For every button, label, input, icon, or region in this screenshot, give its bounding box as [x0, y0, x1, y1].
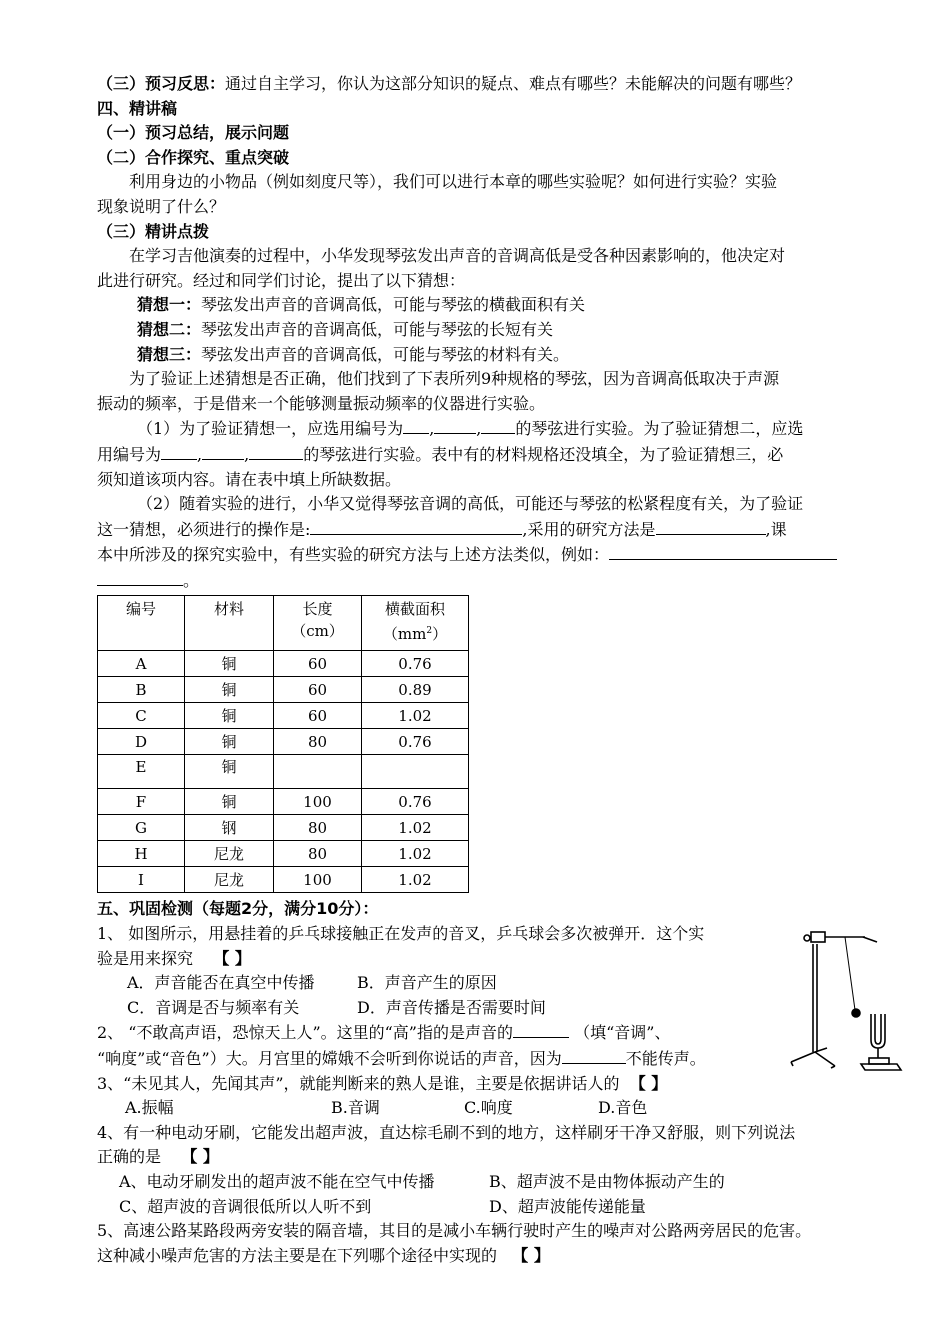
text: （1）为了验证猜想一，应选用编号为 [137, 419, 404, 439]
option-d[interactable]: D、超声波能传递能量 [489, 1196, 646, 1216]
section-5-title: 五、巩固检测（每题2分，满分10分）： [97, 899, 379, 919]
cell: 60 [274, 677, 362, 703]
text: 这种减小噪声危害的方法主要是在下列哪个途径中实现的 [97, 1245, 498, 1265]
cell: 100 [274, 867, 362, 893]
table-row [98, 677, 469, 703]
cell: C [98, 703, 185, 729]
option-a[interactable]: A．声音能否在真空中传播 [127, 973, 315, 993]
paragraph-3b: 振动的频率，于是借来一个能够测量振动频率的仪器进行实验。 [97, 393, 546, 413]
option-a[interactable]: A.振幅 [125, 1098, 174, 1118]
cell: 1.02 [362, 841, 469, 867]
cell[interactable] [274, 755, 362, 789]
table-row [98, 651, 469, 677]
question-2-line-3 [97, 542, 857, 568]
guess-label: 猜想三： [137, 344, 202, 364]
subsection-1: （一）预习总结，展示问题 [97, 123, 290, 143]
blank[interactable] [434, 416, 476, 434]
option-c[interactable]: C．音调是否与频率有关 [127, 997, 300, 1017]
unit-superscript: 2 [426, 626, 433, 637]
header-cell [98, 596, 185, 651]
cell: 100 [274, 789, 362, 815]
option-c[interactable]: C.响度 [464, 1098, 513, 1118]
guess-1 [97, 293, 857, 318]
cell: A [98, 651, 185, 677]
comma: , [429, 419, 435, 439]
stand [791, 932, 877, 1068]
cell: 尼龙 [185, 841, 274, 867]
cell: 1.02 [362, 815, 469, 841]
cell: 铜 [185, 677, 274, 703]
cell: 1.02 [362, 703, 469, 729]
cell: H [98, 841, 185, 867]
answer-bracket[interactable]: 【 】 [213, 948, 251, 968]
worksheet [97, 72, 857, 1268]
cell: 80 [274, 729, 362, 755]
blank[interactable] [310, 517, 522, 535]
paragraph-1a: 利用身边的小物品（例如刻度尺等），我们可以进行本章的哪些实验呢？如何进行实验？实验 [129, 172, 778, 192]
question-2-line-1: （2）随着实验的进行，小华又觉得琴弦音调的高低，可能还与琴弦的松紧程度有关，为了验证 [137, 494, 804, 514]
text: 验是用来探究 [97, 948, 194, 968]
option-a[interactable]: A、电动牙刷发出的超声波不能在空气中传播 [119, 1172, 435, 1191]
comma: , [476, 419, 482, 439]
blank[interactable] [97, 568, 183, 586]
blank[interactable] [249, 442, 303, 460]
answer-bracket[interactable]: 【 】 [629, 1073, 668, 1093]
section-3-reflection [97, 72, 857, 97]
table-row [98, 841, 469, 867]
text: 这一猜想，必须进行的操作是: [97, 519, 311, 539]
text: 。 [183, 570, 200, 590]
paragraph-2a: 在学习吉他演奏的过程中，小华发现琴弦发出声音的音调高低是受各种因素影响的，他决定对 [129, 246, 786, 266]
option-d[interactable]: D．声音传播是否需要时间 [357, 997, 546, 1017]
text: 用编号为 [97, 444, 162, 464]
cell: D [98, 729, 185, 755]
table-row [98, 815, 469, 841]
cell: 尼龙 [185, 867, 274, 893]
blank[interactable] [562, 1046, 626, 1064]
header-cell [274, 596, 362, 651]
cell: 铜 [185, 789, 274, 815]
cell: 80 [274, 815, 362, 841]
cell: 0.76 [362, 729, 469, 755]
header-text: 材料 [213, 600, 244, 619]
q3-options [97, 1096, 857, 1121]
blank[interactable] [656, 517, 766, 535]
text: 2、 “不敢高声语，恐惊天上人”。这里的“高”指的是声音的 [97, 1023, 513, 1043]
q1-line-2 [97, 947, 857, 972]
q4-options-1 [97, 1170, 857, 1195]
q5-line-1: 5、高速公路某路段两旁安装的隔音墙，其目的是减小车辆行驶时产生的噪声对公路两旁居民的危害。 [97, 1221, 812, 1241]
comma: , [197, 444, 203, 464]
cell: 60 [274, 703, 362, 729]
cell: B [98, 677, 185, 703]
header-text: 编号 [125, 600, 156, 619]
tuning-fork-figure [785, 922, 905, 1082]
cell: 0.76 [362, 651, 469, 677]
blank[interactable] [161, 442, 197, 460]
cell: E [98, 755, 185, 789]
guess-label: 猜想二： [137, 319, 202, 339]
question-2-line-4 [97, 568, 857, 594]
table-row [98, 703, 469, 729]
section-label: （三）预习反思： [97, 74, 226, 93]
q4-line-2 [97, 1145, 857, 1170]
cell: 0.76 [362, 789, 469, 815]
q4-options-2 [97, 1195, 857, 1220]
cell: 0.89 [362, 677, 469, 703]
answer-bracket[interactable]: 【 】 [181, 1147, 219, 1167]
cell: 铜 [185, 729, 274, 755]
text: 正确的是 [97, 1147, 162, 1167]
text: 的琴弦进行实验。表中有的材料规格还没填全，为了验证猜想三，必 [303, 444, 784, 464]
section-4-title: 四、精讲稿 [97, 98, 178, 118]
question-2-line-2 [97, 517, 857, 543]
cell[interactable] [362, 755, 469, 789]
text: 的琴弦进行实验。为了验证猜想二，应选 [515, 419, 804, 439]
table-row [98, 755, 469, 789]
header-text: 长度 [302, 600, 333, 619]
table-row [98, 729, 469, 755]
guess-2 [97, 318, 857, 343]
guess-text: 琴弦发出声音的音调高低，可能与琴弦的长短有关 [201, 319, 554, 339]
cell: 铜 [185, 651, 274, 677]
guess-3 [97, 343, 857, 368]
table-header-row [98, 596, 469, 651]
text: 不能传声。 [625, 1049, 706, 1069]
q1-line-1: 1、 如图所示，用悬挂着的乒乓球接触正在发声的音叉，乒乓球会多次被弹开．这个实 [97, 924, 705, 944]
table-row [98, 867, 469, 893]
blank[interactable] [609, 542, 837, 560]
q5-line-2 [97, 1244, 857, 1269]
cell: 钢 [185, 815, 274, 841]
paragraph-2b: 此进行研究。经过和同学们讨论，提出了以下猜想： [97, 270, 466, 290]
tuning-fork [861, 1014, 901, 1070]
subsection-2: （二）合作探究、重点突破 [97, 147, 290, 167]
table-row [98, 789, 469, 815]
option-d[interactable]: D.音色 [598, 1098, 648, 1118]
unit-text: ） [432, 625, 448, 644]
cell: 80 [274, 841, 362, 867]
cell: I [98, 867, 185, 893]
guess-label: 猜想一： [137, 295, 202, 315]
header-cell [185, 596, 274, 651]
text: ,采用的研究方法是 [522, 519, 656, 539]
suspended-ball [845, 937, 860, 1017]
cell: 60 [274, 651, 362, 677]
section-text: 通过自主学习，你认为这部分知识的疑点、难点有哪些？未能解决的问题有哪些？ [225, 74, 802, 93]
text: 本中所涉及的探究实验中，有些实验的研究方法与上述方法类似，例如： [97, 545, 610, 565]
q2-line-1 [97, 1020, 857, 1046]
cell: 铜 [185, 703, 274, 729]
option-b[interactable]: B．声音产生的原因 [357, 973, 497, 993]
text: 3、“未见其人，先闻其声”，就能判断来的熟人是谁，主要是依据讲话人的 [97, 1073, 620, 1093]
text: （填“音调”、 [574, 1023, 671, 1043]
option-b[interactable]: B.音调 [331, 1098, 380, 1118]
option-c[interactable]: C、超声波的音调很低所以人听不到 [119, 1196, 372, 1216]
q3-line [97, 1072, 857, 1097]
string-spec-table [97, 595, 469, 893]
q1-options-2 [97, 996, 857, 1021]
text: ,课 [765, 519, 787, 539]
question-1-line-1 [97, 416, 857, 442]
guess-text: 琴弦发出声音的音调高低，可能与琴弦的材料有关。 [201, 344, 570, 364]
q4-line-1: 4、有一种电动牙刷，它能发出超声波，直达棕毛刷不到的地方，这样刷牙干净又舒服，则下列说法 [97, 1122, 796, 1142]
answer-bracket[interactable]: 【 】 [512, 1245, 550, 1265]
blank[interactable] [202, 442, 244, 460]
option-b[interactable]: B、超声波不是由物体振动产生的 [489, 1172, 725, 1191]
paragraph-3a: 为了验证上述猜想是否正确，他们找到了下表所列9种规格的琴弦，因为音调高低取决于声源 [129, 369, 780, 389]
text: “响度”或“音色”）大。月宫里的嫦娥不会听到你说话的声音，因为 [97, 1049, 562, 1069]
comma: , [244, 444, 250, 464]
unit-text: （cm） [291, 622, 344, 641]
header-cell [362, 596, 469, 651]
question-1-line-2 [97, 442, 857, 468]
cell: 铜 [185, 755, 274, 789]
header-text: 横截面积 [384, 600, 445, 619]
guess-text: 琴弦发出声音的音调高低，可能与琴弦的横截面积有关 [201, 295, 586, 315]
q1-options-1 [97, 971, 857, 996]
unit-text: （mm [382, 625, 427, 644]
subsection-3: （三）精讲点拨 [97, 221, 210, 241]
blank[interactable] [403, 416, 429, 434]
blank[interactable] [513, 1020, 569, 1038]
paragraph-1b: 现象说明了什么？ [97, 196, 226, 216]
blank[interactable] [481, 416, 515, 434]
question-1-line-3: 须知道该项内容。请在表中填上所缺数据。 [97, 469, 402, 489]
cell: F [98, 789, 185, 815]
cell: G [98, 815, 185, 841]
q2-line-2 [97, 1046, 857, 1072]
cell: 1.02 [362, 867, 469, 893]
